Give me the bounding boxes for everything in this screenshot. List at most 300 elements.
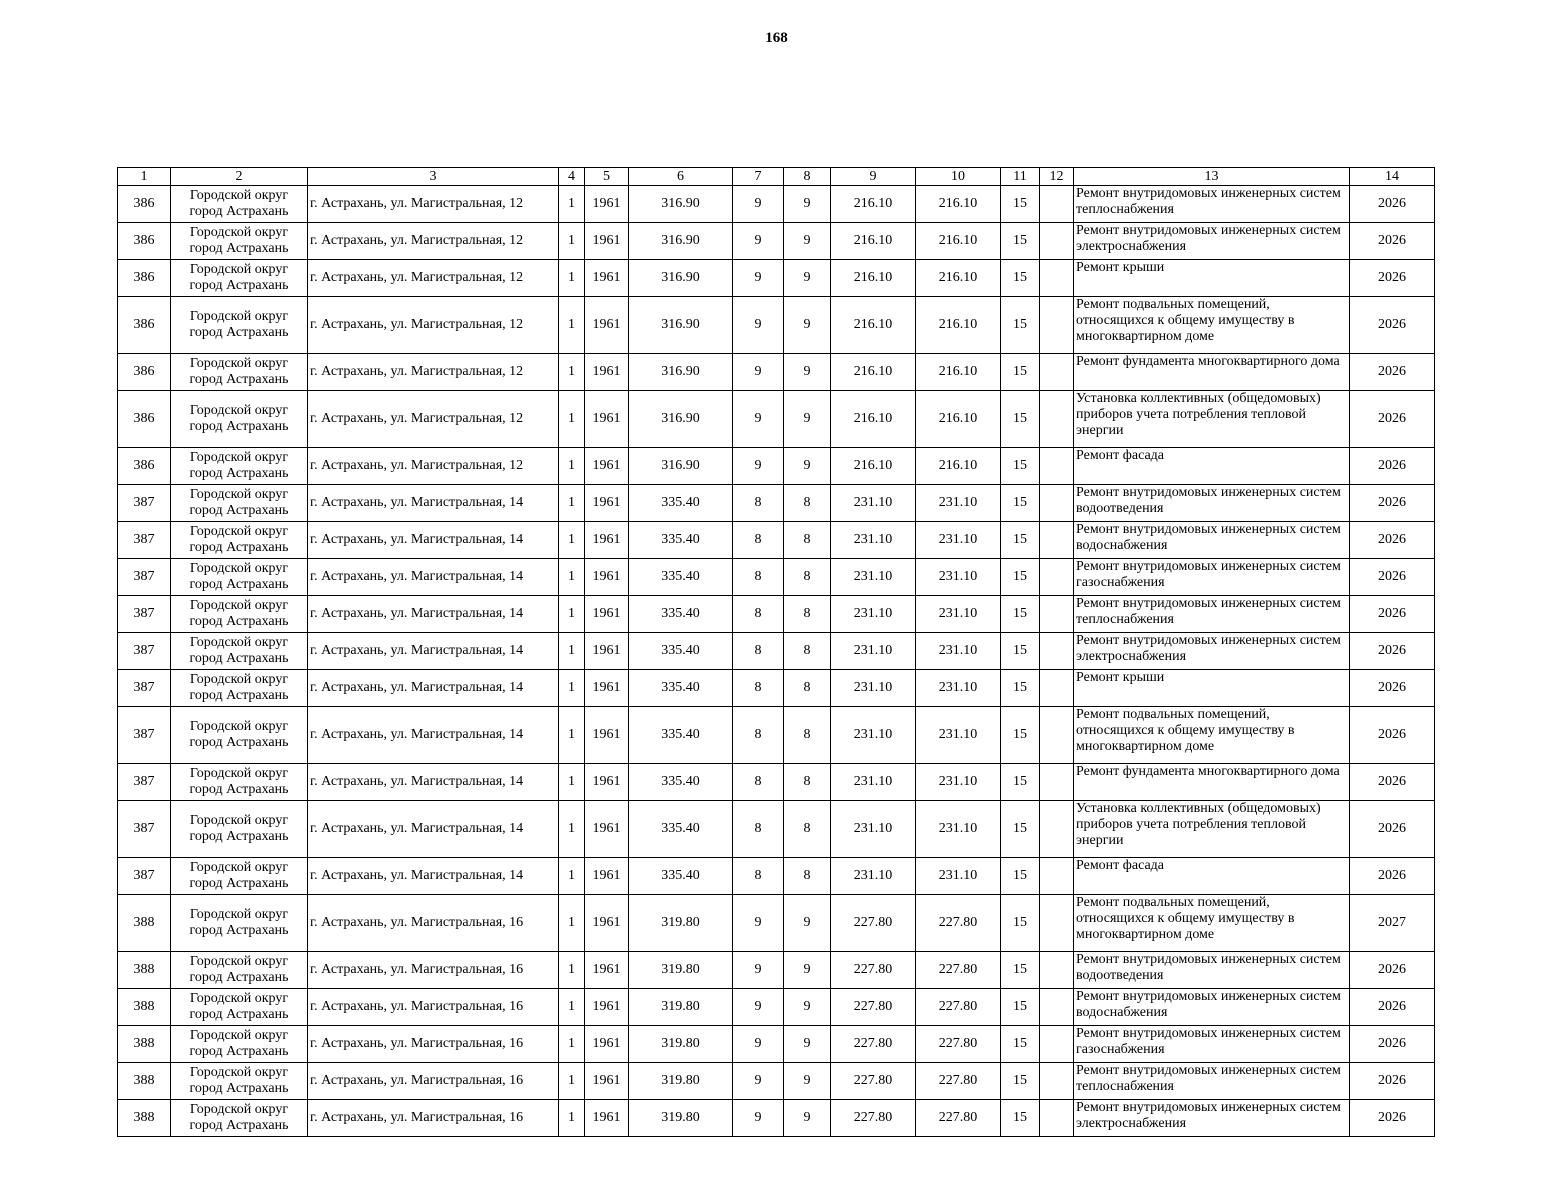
cell-col-9: 231.10 (831, 764, 916, 801)
cell-col-4: 1 (559, 952, 585, 989)
cell-col-4: 1 (559, 989, 585, 1026)
cell-plan-year: 2026 (1350, 354, 1435, 391)
column-header-10: 10 (916, 168, 1001, 186)
cell-col-9: 227.80 (831, 895, 916, 952)
cell-address: г. Астрахань, ул. Магистральная, 12 (308, 260, 559, 297)
cell-row-number: 388 (118, 1063, 171, 1100)
cell-col-9: 231.10 (831, 633, 916, 670)
cell-municipality: Городской округ город Астрахань (171, 1063, 308, 1100)
cell-col-7: 9 (733, 186, 784, 223)
cell-col-11: 15 (1001, 391, 1040, 448)
cell-col-7: 8 (733, 858, 784, 895)
cell-col-6: 335.40 (629, 522, 733, 559)
cell-col-11: 15 (1001, 764, 1040, 801)
column-header-2: 2 (171, 168, 308, 186)
cell-year: 1961 (585, 1026, 629, 1063)
cell-row-number: 388 (118, 989, 171, 1026)
cell-plan-year: 2026 (1350, 633, 1435, 670)
cell-municipality: Городской округ город Астрахань (171, 297, 308, 354)
page-number: 168 (765, 30, 788, 46)
column-header-1: 1 (118, 168, 171, 186)
table-row (118, 354, 1435, 391)
cell-col-10: 231.10 (916, 485, 1001, 522)
cell-col-6: 319.80 (629, 989, 733, 1026)
table-row (118, 223, 1435, 260)
cell-col-4: 1 (559, 596, 585, 633)
cell-col-12 (1040, 1063, 1074, 1100)
table-row (118, 391, 1435, 448)
cell-col-12 (1040, 522, 1074, 559)
cell-col-7: 8 (733, 596, 784, 633)
cell-col-7: 8 (733, 801, 784, 858)
cell-col-12 (1040, 670, 1074, 707)
cell-col-7: 8 (733, 522, 784, 559)
cell-col-6: 316.90 (629, 354, 733, 391)
cell-col-7: 9 (733, 1063, 784, 1100)
table-row (118, 707, 1435, 764)
cell-address: г. Астрахань, ул. Магистральная, 16 (308, 989, 559, 1026)
cell-row-number: 388 (118, 895, 171, 952)
cell-row-number: 387 (118, 596, 171, 633)
cell-municipality: Городской округ город Астрахань (171, 989, 308, 1026)
cell-col-11: 15 (1001, 1100, 1040, 1137)
cell-year: 1961 (585, 186, 629, 223)
table-row (118, 1026, 1435, 1063)
cell-col-9: 231.10 (831, 707, 916, 764)
cell-col-4: 1 (559, 522, 585, 559)
cell-col-6: 335.40 (629, 764, 733, 801)
cell-year: 1961 (585, 707, 629, 764)
column-header-13: 13 (1074, 168, 1350, 186)
column-header-4: 4 (559, 168, 585, 186)
cell-col-12 (1040, 448, 1074, 485)
cell-col-7: 9 (733, 952, 784, 989)
cell-col-4: 1 (559, 764, 585, 801)
cell-col-8: 8 (784, 596, 831, 633)
table-row (118, 448, 1435, 485)
cell-col-8: 9 (784, 1100, 831, 1137)
cell-municipality: Городской округ город Астрахань (171, 260, 308, 297)
cell-col-7: 9 (733, 260, 784, 297)
cell-col-4: 1 (559, 391, 585, 448)
cell-year: 1961 (585, 1063, 629, 1100)
table-row (118, 633, 1435, 670)
cell-col-10: 231.10 (916, 858, 1001, 895)
cell-col-12 (1040, 1100, 1074, 1137)
cell-col-11: 15 (1001, 895, 1040, 952)
cell-col-4: 1 (559, 895, 585, 952)
cell-plan-year: 2026 (1350, 522, 1435, 559)
cell-col-7: 9 (733, 1026, 784, 1063)
cell-col-6: 316.90 (629, 223, 733, 260)
cell-col-10: 227.80 (916, 895, 1001, 952)
cell-col-9: 227.80 (831, 989, 916, 1026)
cell-col-11: 15 (1001, 448, 1040, 485)
cell-col-9: 227.80 (831, 1100, 916, 1137)
cell-address: г. Астрахань, ул. Магистральная, 12 (308, 354, 559, 391)
cell-year: 1961 (585, 952, 629, 989)
cell-municipality: Городской округ город Астрахань (171, 1100, 308, 1137)
cell-municipality: Городской округ город Астрахань (171, 801, 308, 858)
column-header-14: 14 (1350, 168, 1435, 186)
cell-row-number: 387 (118, 633, 171, 670)
cell-address: г. Астрахань, ул. Магистральная, 16 (308, 1063, 559, 1100)
cell-municipality: Городской округ город Астрахань (171, 596, 308, 633)
cell-col-9: 227.80 (831, 1063, 916, 1100)
table-row (118, 801, 1435, 858)
cell-col-4: 1 (559, 223, 585, 260)
table-row (118, 989, 1435, 1026)
cell-col-12 (1040, 801, 1074, 858)
cell-plan-year: 2026 (1350, 448, 1435, 485)
cell-col-9: 216.10 (831, 391, 916, 448)
cell-row-number: 387 (118, 559, 171, 596)
cell-col-9: 227.80 (831, 1026, 916, 1063)
cell-col-9: 216.10 (831, 448, 916, 485)
header-row (118, 168, 1435, 186)
cell-col-9: 231.10 (831, 670, 916, 707)
cell-work-type: Ремонт внутридомовых инженерных систем водоотведения (1074, 952, 1350, 989)
cell-col-8: 8 (784, 858, 831, 895)
repair-schedule-table (117, 167, 1435, 1137)
cell-col-4: 1 (559, 354, 585, 391)
column-header-5: 5 (585, 168, 629, 186)
cell-col-6: 335.40 (629, 707, 733, 764)
cell-plan-year: 2026 (1350, 707, 1435, 764)
cell-row-number: 387 (118, 801, 171, 858)
cell-col-12 (1040, 858, 1074, 895)
cell-address: г. Астрахань, ул. Магистральная, 14 (308, 522, 559, 559)
cell-col-8: 9 (784, 1063, 831, 1100)
table-row (118, 485, 1435, 522)
cell-year: 1961 (585, 989, 629, 1026)
cell-municipality: Городской округ город Астрахань (171, 559, 308, 596)
cell-row-number: 387 (118, 764, 171, 801)
cell-plan-year: 2026 (1350, 391, 1435, 448)
cell-work-type: Ремонт внутридомовых инженерных систем теплоснабжения (1074, 1063, 1350, 1100)
cell-col-7: 9 (733, 1100, 784, 1137)
cell-col-11: 15 (1001, 559, 1040, 596)
cell-year: 1961 (585, 670, 629, 707)
cell-col-10: 227.80 (916, 952, 1001, 989)
cell-col-8: 9 (784, 297, 831, 354)
cell-col-6: 319.80 (629, 952, 733, 989)
cell-work-type: Установка коллективных (общедомовых) приборов учета потребления тепловой энергии (1074, 391, 1350, 448)
column-header-11: 11 (1001, 168, 1040, 186)
cell-col-10: 231.10 (916, 764, 1001, 801)
cell-year: 1961 (585, 448, 629, 485)
cell-row-number: 387 (118, 485, 171, 522)
cell-col-6: 335.40 (629, 596, 733, 633)
cell-col-6: 319.80 (629, 1026, 733, 1063)
cell-municipality: Городской округ город Астрахань (171, 952, 308, 989)
cell-plan-year: 2026 (1350, 858, 1435, 895)
cell-col-11: 15 (1001, 952, 1040, 989)
cell-address: г. Астрахань, ул. Магистральная, 16 (308, 895, 559, 952)
cell-col-7: 9 (733, 895, 784, 952)
cell-col-8: 8 (784, 522, 831, 559)
cell-work-type: Ремонт крыши (1074, 670, 1350, 707)
cell-col-7: 9 (733, 223, 784, 260)
cell-col-4: 1 (559, 670, 585, 707)
cell-col-10: 231.10 (916, 596, 1001, 633)
cell-plan-year: 2026 (1350, 952, 1435, 989)
cell-col-9: 231.10 (831, 801, 916, 858)
cell-plan-year: 2026 (1350, 260, 1435, 297)
cell-col-4: 1 (559, 297, 585, 354)
cell-work-type: Ремонт внутридомовых инженерных систем теплоснабжения (1074, 186, 1350, 223)
cell-year: 1961 (585, 297, 629, 354)
cell-year: 1961 (585, 801, 629, 858)
cell-municipality: Городской округ город Астрахань (171, 895, 308, 952)
table-row (118, 260, 1435, 297)
cell-year: 1961 (585, 895, 629, 952)
cell-col-12 (1040, 559, 1074, 596)
cell-col-10: 227.80 (916, 1100, 1001, 1137)
cell-year: 1961 (585, 485, 629, 522)
cell-col-10: 231.10 (916, 559, 1001, 596)
table-header (118, 168, 1435, 186)
cell-col-9: 216.10 (831, 223, 916, 260)
cell-col-6: 335.40 (629, 633, 733, 670)
cell-municipality: Городской округ город Астрахань (171, 354, 308, 391)
cell-col-7: 9 (733, 354, 784, 391)
cell-row-number: 387 (118, 858, 171, 895)
cell-col-6: 316.90 (629, 260, 733, 297)
cell-municipality: Городской округ город Астрахань (171, 485, 308, 522)
column-header-3: 3 (308, 168, 559, 186)
table-row (118, 522, 1435, 559)
cell-col-11: 15 (1001, 801, 1040, 858)
cell-col-10: 216.10 (916, 223, 1001, 260)
cell-col-12 (1040, 297, 1074, 354)
cell-col-9: 231.10 (831, 522, 916, 559)
cell-col-10: 231.10 (916, 670, 1001, 707)
cell-address: г. Астрахань, ул. Магистральная, 14 (308, 764, 559, 801)
cell-col-8: 8 (784, 801, 831, 858)
cell-col-8: 9 (784, 354, 831, 391)
cell-col-10: 231.10 (916, 707, 1001, 764)
cell-col-8: 9 (784, 260, 831, 297)
cell-plan-year: 2026 (1350, 1100, 1435, 1137)
cell-plan-year: 2026 (1350, 1063, 1435, 1100)
cell-col-4: 1 (559, 448, 585, 485)
table-row (118, 596, 1435, 633)
cell-col-9: 216.10 (831, 354, 916, 391)
table-row (118, 559, 1435, 596)
cell-row-number: 388 (118, 1026, 171, 1063)
cell-work-type: Ремонт подвальных помещений, относящихся к общему имуществу в многоквартирном доме (1074, 707, 1350, 764)
cell-address: г. Астрахань, ул. Магистральная, 14 (308, 858, 559, 895)
cell-work-type: Ремонт внутридомовых инженерных систем электроснабжения (1074, 633, 1350, 670)
cell-col-11: 15 (1001, 1063, 1040, 1100)
cell-col-4: 1 (559, 1026, 585, 1063)
cell-year: 1961 (585, 223, 629, 260)
cell-address: г. Астрахань, ул. Магистральная, 16 (308, 1100, 559, 1137)
cell-col-11: 15 (1001, 858, 1040, 895)
cell-col-12 (1040, 989, 1074, 1026)
cell-col-8: 9 (784, 391, 831, 448)
cell-col-8: 9 (784, 952, 831, 989)
cell-col-6: 316.90 (629, 297, 733, 354)
cell-col-6: 316.90 (629, 186, 733, 223)
cell-col-4: 1 (559, 1063, 585, 1100)
table-row (118, 858, 1435, 895)
cell-col-10: 227.80 (916, 1063, 1001, 1100)
cell-col-9: 231.10 (831, 596, 916, 633)
cell-work-type: Установка коллективных (общедомовых) приборов учета потребления тепловой энергии (1074, 801, 1350, 858)
cell-municipality: Городской округ город Астрахань (171, 391, 308, 448)
cell-municipality: Городской округ город Астрахань (171, 670, 308, 707)
cell-col-8: 9 (784, 1026, 831, 1063)
cell-col-11: 15 (1001, 596, 1040, 633)
cell-municipality: Городской округ город Астрахань (171, 764, 308, 801)
cell-work-type: Ремонт внутридомовых инженерных систем газоснабжения (1074, 1026, 1350, 1063)
cell-row-number: 386 (118, 391, 171, 448)
cell-col-8: 9 (784, 186, 831, 223)
cell-year: 1961 (585, 764, 629, 801)
cell-address: г. Астрахань, ул. Магистральная, 14 (308, 670, 559, 707)
table-body (118, 186, 1435, 1137)
table-row (118, 186, 1435, 223)
cell-plan-year: 2027 (1350, 895, 1435, 952)
cell-col-12 (1040, 223, 1074, 260)
cell-col-9: 231.10 (831, 485, 916, 522)
cell-col-10: 227.80 (916, 1026, 1001, 1063)
cell-col-7: 9 (733, 391, 784, 448)
cell-col-7: 8 (733, 707, 784, 764)
cell-col-7: 8 (733, 633, 784, 670)
cell-col-6: 319.80 (629, 1100, 733, 1137)
cell-address: г. Астрахань, ул. Магистральная, 16 (308, 952, 559, 989)
cell-year: 1961 (585, 1100, 629, 1137)
cell-plan-year: 2026 (1350, 670, 1435, 707)
cell-work-type: Ремонт внутридомовых инженерных систем водоотведения (1074, 485, 1350, 522)
cell-plan-year: 2026 (1350, 764, 1435, 801)
cell-plan-year: 2026 (1350, 596, 1435, 633)
table-row (118, 297, 1435, 354)
cell-year: 1961 (585, 858, 629, 895)
cell-municipality: Городской округ город Астрахань (171, 186, 308, 223)
cell-municipality: Городской округ город Астрахань (171, 707, 308, 764)
cell-work-type: Ремонт внутридомовых инженерных систем теплоснабжения (1074, 596, 1350, 633)
cell-col-12 (1040, 260, 1074, 297)
cell-col-12 (1040, 633, 1074, 670)
cell-col-6: 335.40 (629, 801, 733, 858)
cell-col-8: 9 (784, 895, 831, 952)
cell-col-11: 15 (1001, 707, 1040, 764)
cell-col-11: 15 (1001, 989, 1040, 1026)
cell-col-12 (1040, 354, 1074, 391)
cell-col-12 (1040, 895, 1074, 952)
cell-col-9: 216.10 (831, 260, 916, 297)
cell-col-8: 8 (784, 559, 831, 596)
cell-row-number: 386 (118, 223, 171, 260)
cell-municipality: Городской округ город Астрахань (171, 223, 308, 260)
cell-address: г. Астрахань, ул. Магистральная, 14 (308, 485, 559, 522)
cell-col-4: 1 (559, 858, 585, 895)
cell-col-10: 216.10 (916, 391, 1001, 448)
cell-work-type: Ремонт фундамента многоквартирного дома (1074, 354, 1350, 391)
cell-col-11: 15 (1001, 354, 1040, 391)
cell-col-11: 15 (1001, 485, 1040, 522)
cell-col-7: 9 (733, 989, 784, 1026)
cell-work-type: Ремонт фасада (1074, 858, 1350, 895)
cell-col-4: 1 (559, 485, 585, 522)
table-row (118, 670, 1435, 707)
cell-col-7: 8 (733, 670, 784, 707)
cell-address: г. Астрахань, ул. Магистральная, 12 (308, 223, 559, 260)
cell-row-number: 386 (118, 260, 171, 297)
cell-work-type: Ремонт внутридомовых инженерных систем водоснабжения (1074, 522, 1350, 559)
cell-col-11: 15 (1001, 186, 1040, 223)
cell-col-8: 9 (784, 989, 831, 1026)
cell-address: г. Астрахань, ул. Магистральная, 14 (308, 707, 559, 764)
table-row (118, 1063, 1435, 1100)
cell-col-12 (1040, 707, 1074, 764)
cell-address: г. Астрахань, ул. Магистральная, 14 (308, 633, 559, 670)
cell-municipality: Городской округ город Астрахань (171, 633, 308, 670)
cell-row-number: 386 (118, 448, 171, 485)
cell-col-11: 15 (1001, 223, 1040, 260)
cell-col-12 (1040, 952, 1074, 989)
column-header-9: 9 (831, 168, 916, 186)
cell-work-type: Ремонт подвальных помещений, относящихся к общему имуществу в многоквартирном доме (1074, 297, 1350, 354)
cell-col-8: 8 (784, 764, 831, 801)
table-row (118, 952, 1435, 989)
cell-col-12 (1040, 186, 1074, 223)
cell-row-number: 388 (118, 952, 171, 989)
cell-plan-year: 2026 (1350, 801, 1435, 858)
cell-year: 1961 (585, 559, 629, 596)
cell-municipality: Городской округ город Астрахань (171, 1026, 308, 1063)
cell-col-10: 231.10 (916, 522, 1001, 559)
cell-col-10: 231.10 (916, 801, 1001, 858)
cell-work-type: Ремонт внутридомовых инженерных систем водоснабжения (1074, 989, 1350, 1026)
cell-col-7: 8 (733, 559, 784, 596)
cell-col-11: 15 (1001, 297, 1040, 354)
cell-work-type: Ремонт внутридомовых инженерных систем электроснабжения (1074, 1100, 1350, 1137)
cell-year: 1961 (585, 633, 629, 670)
cell-address: г. Астрахань, ул. Магистральная, 16 (308, 1026, 559, 1063)
cell-row-number: 386 (118, 354, 171, 391)
cell-work-type: Ремонт фундамента многоквартирного дома (1074, 764, 1350, 801)
cell-plan-year: 2026 (1350, 186, 1435, 223)
table-row (118, 764, 1435, 801)
cell-col-8: 8 (784, 670, 831, 707)
cell-col-6: 316.90 (629, 448, 733, 485)
cell-col-11: 15 (1001, 522, 1040, 559)
cell-col-10: 216.10 (916, 297, 1001, 354)
cell-plan-year: 2026 (1350, 989, 1435, 1026)
cell-col-8: 9 (784, 448, 831, 485)
cell-col-12 (1040, 764, 1074, 801)
cell-col-6: 335.40 (629, 485, 733, 522)
cell-col-11: 15 (1001, 633, 1040, 670)
cell-year: 1961 (585, 522, 629, 559)
cell-col-10: 216.10 (916, 448, 1001, 485)
cell-col-4: 1 (559, 707, 585, 764)
cell-work-type: Ремонт фасада (1074, 448, 1350, 485)
cell-col-10: 227.80 (916, 989, 1001, 1026)
cell-col-11: 15 (1001, 670, 1040, 707)
column-header-6: 6 (629, 168, 733, 186)
cell-address: г. Астрахань, ул. Магистральная, 12 (308, 186, 559, 223)
cell-col-10: 231.10 (916, 633, 1001, 670)
cell-col-10: 216.10 (916, 354, 1001, 391)
cell-address: г. Астрахань, ул. Магистральная, 12 (308, 297, 559, 354)
cell-col-9: 231.10 (831, 858, 916, 895)
